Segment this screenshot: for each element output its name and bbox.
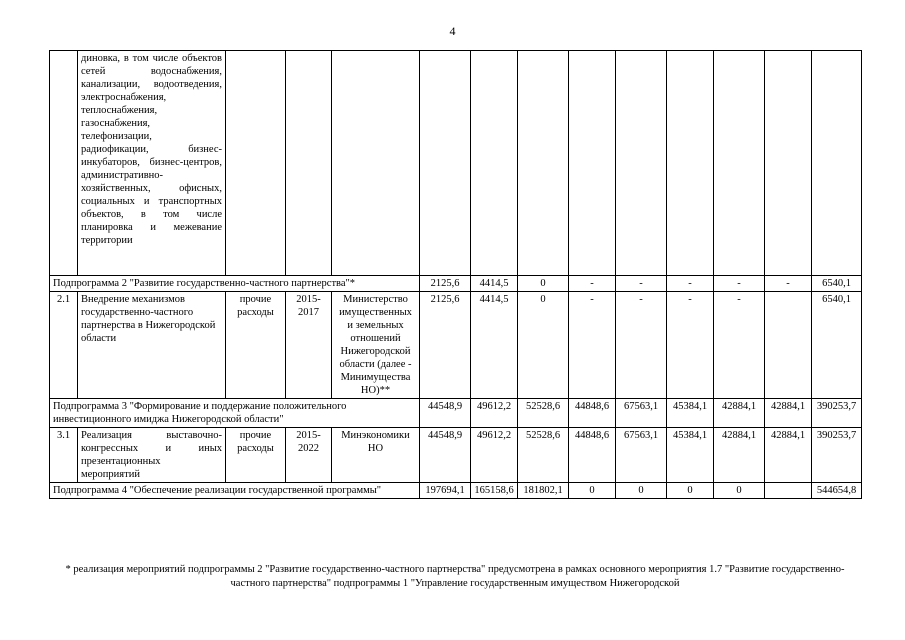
cell-total: 390253,7 bbox=[812, 428, 862, 483]
table-row: Подпрограмма 2 "Развитие государственно-частного партнерства"* 2125,6 4414,5 0 - - - - - 6540,1 bbox=[50, 276, 862, 292]
cell-total: 6540,1 bbox=[812, 276, 862, 292]
table-row: Подпрограмма 3 "Формирование и поддержание положительного инвестиционного имиджа Нижегородской области" 44548,9 49612,2 52528,6 44848,6 67563,1 45384,1 42884,1 42884,1 390253,7 bbox=[50, 399, 862, 428]
page-number: 4 bbox=[449, 24, 456, 38]
table-row: 2.1 Внедрение механизмов государственно-частного партнерства в Нижегородской области прочие расходы 2015-2017 Министерство имущественных и земельных отношений Нижегородской области (далее - Минимущества НО)** 2125,6 4414,5 0 - - - - 6540,1 bbox=[50, 292, 862, 399]
cell-total: 390253,7 bbox=[812, 399, 862, 428]
cell-name: Реализация выставочно-конгрессных и иных презентационных мероприятий bbox=[78, 428, 226, 483]
subprogram-title: Подпрограмма 4 "Обеспечение реализации государственной программы" bbox=[50, 483, 420, 499]
budget-table bbox=[49, 50, 862, 499]
table-row bbox=[50, 51, 862, 276]
cell-description: диновка, в том числе объектов сетей водоснабжения, канализации, водоотведения, электроснабжения, теплоснабжения, газоснабжения, телефонизации, радиофикации, бизнес-инкубаторов, бизнес-центров, административно-хозяйственных, офисных, социальных и транспортных объектов, в том числе планировка и межевание территории bbox=[78, 51, 226, 276]
cell-executor: Минэкономики НО bbox=[332, 428, 420, 483]
table-row: 3.1 Реализация выставочно-конгрессных и иных презентационных мероприятий прочие расходы 2015-2022 Минэкономики НО 44548,9 49612,2 52528,6 44848,6 67563,1 45384,1 42884,1 42884,1 390253,7 bbox=[50, 428, 862, 483]
footnote bbox=[49, 563, 861, 591]
cell-total: 544654,8 bbox=[812, 483, 862, 499]
cell-expense: прочие расходы bbox=[226, 428, 286, 483]
subprogram-title: Подпрограмма 2 "Развитие государственно-частного партнерства"* bbox=[50, 276, 420, 292]
table-row: Подпрограмма 4 "Обеспечение реализации государственной программы" 197694,1 165158,6 181802,1 0 0 0 0 544654,8 bbox=[50, 483, 862, 499]
cell-total: 6540,1 bbox=[812, 292, 862, 399]
footnote-text: * реализация мероприятий подпрограммы 2 "Развитие государственно-частного партнерства" предусмотрена в рамках основного мероприятия 1.7 "Развитие государственно-частного партнерства" подпрограммы 1 "Управление государственным имуществом Нижегородской bbox=[65, 564, 845, 589]
cell-num: 3.1 bbox=[50, 428, 78, 483]
cell-expense: прочие расходы bbox=[226, 292, 286, 399]
cell-executor: Министерство имущественных и земельных отношений Нижегородской области (далее - Минимущества НО)** bbox=[332, 292, 420, 399]
subprogram-title: Подпрограмма 3 "Формирование и поддержание положительного инвестиционного имиджа Нижегородской области" bbox=[50, 399, 420, 428]
cell-period: 2015-2017 bbox=[286, 292, 332, 399]
cell-num: 2.1 bbox=[50, 292, 78, 399]
cell-name: Внедрение механизмов государственно-частного партнерства в Нижегородской области bbox=[78, 292, 226, 399]
cell-period: 2015-2022 bbox=[286, 428, 332, 483]
cell-num bbox=[50, 51, 78, 276]
